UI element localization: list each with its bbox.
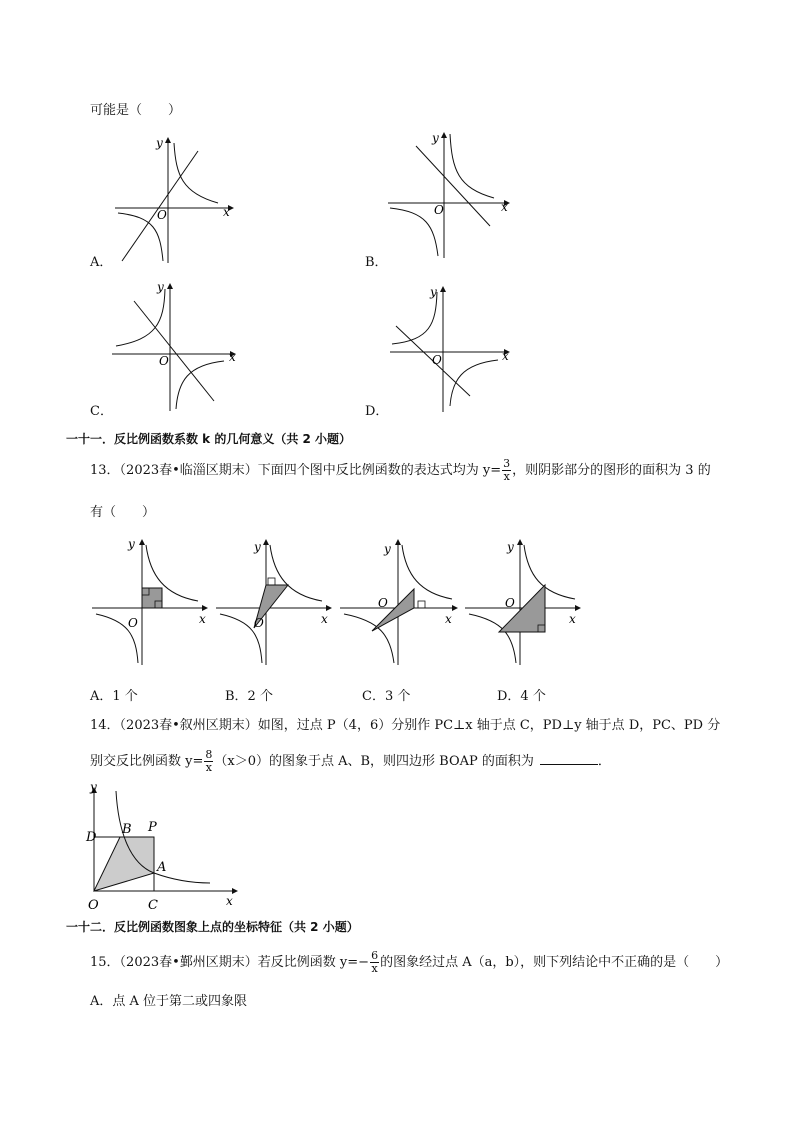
q13-figure-2	[216, 537, 336, 667]
q14-answer-blank[interactable]	[540, 752, 598, 765]
axis-x-label: x	[569, 612, 576, 626]
q12-option-a[interactable]: A．	[90, 255, 113, 270]
q15-frac-den: x	[371, 962, 378, 975]
q13-stem-line2: 有（ ）	[90, 505, 156, 520]
q13-fraction	[502, 458, 511, 483]
q13-stem-post: ，则阴影部分的图形的面积为 3 的	[512, 463, 711, 478]
q14-line2-post: （x＞0）的图象于点 A、B，则四边形 BOAP 的面积为	[214, 754, 534, 769]
q12-option-b[interactable]: B．	[365, 255, 388, 270]
label-C: C	[148, 898, 158, 913]
q15-stem-post: 的图象经过点 A（a，b），则下列结论中不正确的是（ ）	[380, 955, 729, 970]
q14-line1: 14．（2023春•叙州区期末）如图，过点 P（4，6）分别作 PC⊥x 轴于点 C，PD⊥y 轴于点 D，PC、PD 分	[90, 718, 721, 733]
axis-x-label: x	[223, 205, 230, 219]
q12-graph-b	[386, 130, 516, 260]
q13-frac-num: 3	[503, 457, 511, 470]
origin-label: O	[505, 596, 515, 610]
q14-fraction	[204, 749, 213, 774]
q14-line2-pre: 别交反比例函数 y=	[90, 754, 204, 769]
q13-figure-3	[340, 537, 465, 667]
q14-figure	[86, 780, 246, 913]
origin-label: O	[378, 596, 388, 610]
label-D: D	[86, 830, 97, 845]
q13-figure-1	[92, 537, 212, 667]
q15-frac-num: 6	[371, 949, 379, 962]
section-12-title: 一十二．反比例函数图象上点的坐标特征（共 2 小题）	[66, 920, 359, 934]
q13-option-d[interactable]: D．4 个	[497, 689, 546, 704]
q14-frac-num: 8	[205, 748, 213, 761]
label-A: A	[157, 860, 167, 875]
axis-y-label: y	[254, 540, 261, 554]
q14-line2-end: ．	[597, 754, 611, 769]
axis-x-label: x	[199, 612, 206, 626]
q13-option-a[interactable]: A．1 个	[90, 689, 138, 704]
axis-y-label: y	[156, 136, 163, 150]
axis-y-label: y	[384, 542, 391, 556]
axis-x-label: x	[226, 894, 233, 908]
label-O: O	[88, 898, 99, 913]
q12-graph-d	[388, 286, 518, 416]
origin-label: O	[157, 208, 167, 222]
axis-x-label: x	[502, 349, 509, 363]
q13-frac-den: x	[503, 470, 510, 483]
q13-figure-4	[465, 537, 590, 667]
axis-x-label: x	[321, 612, 328, 626]
q12-option-c[interactable]: C．	[90, 404, 113, 419]
q14-line2	[90, 749, 611, 774]
q12-graph-a	[110, 135, 240, 265]
section-11-title: 一十一．反比例函数系数 k 的几何意义（共 2 小题）	[66, 432, 352, 446]
axis-y-label: y	[157, 280, 164, 294]
axis-y-label: y	[128, 537, 135, 551]
q15-stem-pre: 15．（2023春•鄞州区期末）若反比例函数 y=−	[90, 955, 370, 970]
origin-label: O	[434, 203, 444, 217]
axis-x-label: x	[229, 350, 236, 364]
origin-label: O	[254, 616, 264, 630]
axis-y-label: y	[507, 540, 514, 554]
q14-frac-den: x	[205, 761, 212, 774]
q13-option-c[interactable]: C．3 个	[362, 689, 411, 704]
origin-label: O	[159, 354, 169, 368]
axis-x-label: x	[501, 200, 508, 214]
q13-option-b[interactable]: B．2 个	[225, 689, 273, 704]
q13-stem-pre: 13．（2023春•临淄区期末）下面四个图中反比例函数的表达式均为 y=	[90, 463, 502, 478]
q15-option-a[interactable]: A．点 A 位于第二或四象限	[90, 994, 248, 1009]
origin-label: O	[128, 616, 138, 630]
axis-y-label: y	[90, 780, 97, 794]
origin-label: O	[432, 353, 442, 367]
axis-y-label: y	[432, 131, 439, 145]
q12-tail: 可能是（ ）	[90, 103, 182, 118]
label-B: B	[122, 822, 132, 837]
q15-fraction	[370, 950, 379, 975]
label-P: P	[148, 820, 157, 835]
axis-x-label: x	[445, 612, 452, 626]
q13-stem	[90, 458, 711, 483]
axis-y-label: y	[430, 285, 437, 299]
q15-stem	[90, 950, 728, 975]
q12-option-d[interactable]: D．	[365, 404, 389, 419]
q12-graph-c	[110, 280, 245, 413]
